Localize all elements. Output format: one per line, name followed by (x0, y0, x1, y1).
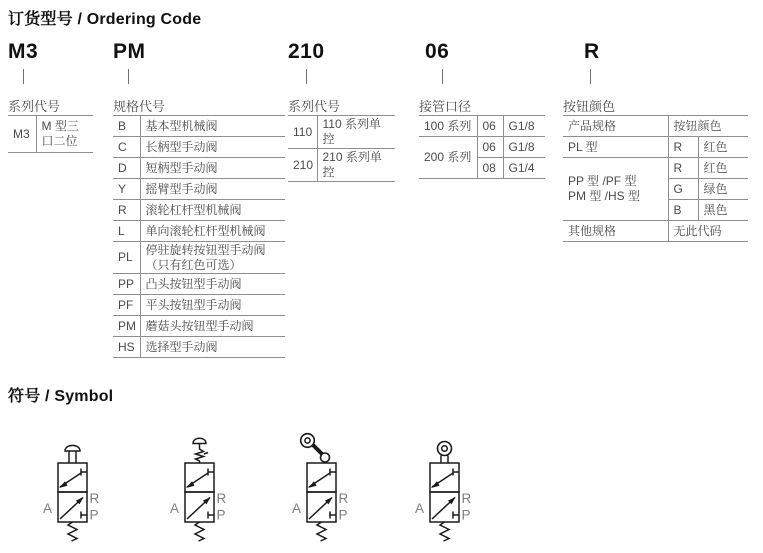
spec-code-cell: D (113, 158, 140, 179)
port-label-p: P (89, 507, 99, 523)
table-row (113, 200, 285, 221)
port-label-a: A (415, 501, 425, 516)
label-series-code: 系列代号 (8, 99, 61, 114)
table-row (288, 116, 395, 149)
table-row (113, 116, 285, 137)
spec-desc-cell: 短柄型手动阀 (140, 158, 285, 179)
series-code-cell: 210 (288, 149, 317, 182)
return-spring-icon (440, 522, 449, 541)
table-row (113, 242, 285, 274)
valve-symbol-basic-plunger (38, 428, 128, 546)
color-code-cell: B (668, 200, 698, 221)
table-row (113, 137, 285, 158)
spec-code-cell: PL (113, 242, 140, 274)
connector-tick (306, 69, 307, 84)
port-label-a: A (170, 501, 180, 516)
button-color-table (563, 115, 748, 242)
port-label-r: R (338, 491, 349, 506)
series-desc-cell: 210 系列单控 (317, 149, 395, 182)
valve-symbol-roller-lever (287, 428, 377, 546)
code-segment-spec: PM (113, 40, 146, 63)
spring-pin-actuator-icon (193, 438, 208, 463)
label-spec-code: 规格代号 (113, 99, 166, 114)
port-label-p: P (461, 507, 471, 523)
table-row (419, 137, 545, 158)
code-segment-series2: 210 (288, 40, 325, 63)
color-spec-header: 产品规格 (563, 116, 668, 137)
connector-tick (128, 69, 129, 84)
series-code-cell: M3 (8, 116, 36, 153)
table-row (563, 137, 748, 158)
port-label-r: R (461, 491, 472, 506)
table-row (419, 116, 545, 137)
spec-code-cell: PF (113, 295, 140, 316)
port-label-r: R (89, 491, 100, 506)
color-spec-group-cell (563, 158, 668, 221)
spec-code-cell: HS (113, 337, 140, 358)
port-size-cell: 06 (477, 137, 503, 158)
table-row (113, 274, 285, 295)
spec-desc-cell: 凸头按钮型手动阀 (140, 274, 285, 295)
table-row (8, 116, 93, 153)
color-code-cell: G (668, 179, 698, 200)
valve-symbol-spring-pin (165, 428, 255, 546)
table-row (113, 337, 285, 358)
color-name-cell: 红色 (698, 158, 748, 179)
spec-desc-cell: 选择型手动阀 (140, 337, 285, 358)
color-spec-line1: PP 型 /PF 型 (568, 174, 637, 189)
table-row (113, 316, 285, 337)
spec-code-cell: C (113, 137, 140, 158)
port-thread-cell: G1/4 (503, 158, 545, 179)
port-label-r: R (216, 491, 227, 506)
spec-desc-cell: 滚轮杠杆型机械阀 (140, 200, 285, 221)
spec-code-table (113, 115, 285, 358)
color-name-cell: 红色 (698, 137, 748, 158)
series-desc-cell: 110 系列单控 (317, 116, 395, 149)
port-label-p: P (216, 507, 226, 523)
ordering-code-title: 订货型号 / Ordering Code (8, 11, 202, 28)
spec-desc-cell: 长柄型手动阀 (140, 137, 285, 158)
series-code-cell: 110 (288, 116, 317, 149)
color-spec-line2: PM 型 /HS 型 (568, 189, 641, 203)
plunger-actuator-icon (65, 445, 80, 463)
color-spec-cell: 其他规格 (563, 221, 668, 242)
valve-body (430, 463, 459, 522)
color-none-cell: 无此代码 (668, 221, 748, 242)
color-name-cell: 绿色 (698, 179, 748, 200)
code-segment-port: 06 (425, 40, 450, 63)
spec-desc-line2: （只有红色可选） (145, 257, 242, 272)
valve-body (307, 463, 336, 522)
symbol-title: 符号 / Symbol (8, 388, 114, 405)
spec-desc-cell: 单向滚轮杠杆型机械阀 (140, 221, 285, 242)
spec-desc-cell: 摇臂型手动阀 (140, 179, 285, 200)
table-row (113, 221, 285, 242)
spec-code-cell: PP (113, 274, 140, 295)
table-row (563, 116, 748, 137)
table-row (113, 179, 285, 200)
color-spec-cell: PL 型 (563, 137, 668, 158)
port-size-cell: 06 (477, 116, 503, 137)
port-label-p: P (338, 507, 348, 523)
return-spring-icon (68, 522, 77, 541)
code-segment-series: M3 (8, 40, 39, 63)
roller-actuator-icon (438, 442, 452, 464)
spec-code-cell: R (113, 200, 140, 221)
code-segment-color: R (584, 40, 600, 63)
color-header: 按钮颜色 (668, 116, 748, 137)
roller-lever-actuator-icon (301, 434, 330, 462)
label-series-code2: 系列代号 (288, 99, 341, 114)
table-row (113, 158, 285, 179)
label-button-color: 按钮颜色 (563, 99, 616, 114)
port-size-cell: 08 (477, 158, 503, 179)
port-series-cell: 100 系列 (419, 116, 477, 137)
valve-body (58, 463, 87, 522)
spec-desc-line1: 停驻旋转按钮型手动阀 (145, 243, 266, 257)
spec-code-cell: Y (113, 179, 140, 200)
color-code-cell: R (668, 137, 698, 158)
port-thread-cell: G1/8 (503, 137, 545, 158)
table-row (288, 149, 395, 182)
port-thread-cell: G1/8 (503, 116, 545, 137)
series-desc-cell: M 型三口二位 (36, 116, 93, 153)
series-m3-table (8, 115, 93, 153)
spec-code-cell: L (113, 221, 140, 242)
return-spring-icon (195, 522, 204, 541)
table-row (563, 221, 748, 242)
port-label-a: A (43, 501, 53, 516)
table-row (113, 295, 285, 316)
valve-body (185, 463, 214, 522)
spec-code-cell: B (113, 116, 140, 137)
table-row (563, 158, 748, 179)
port-series-cell: 200 系列 (419, 137, 477, 179)
connector-tick (590, 69, 591, 84)
spec-code-cell: PM (113, 316, 140, 337)
connector-tick (442, 69, 443, 84)
label-port-size: 接管口径 (419, 99, 472, 114)
port-size-table (419, 115, 545, 179)
port-label-a: A (292, 501, 302, 516)
spec-desc-cell: 蘑菇头按钮型手动阀 (140, 316, 285, 337)
valve-symbol-roller (410, 428, 500, 546)
spec-desc-cell: 基本型机械阀 (140, 116, 285, 137)
color-name-cell: 黑色 (698, 200, 748, 221)
return-spring-icon (317, 522, 326, 541)
connector-tick (23, 69, 24, 84)
color-code-cell: R (668, 158, 698, 179)
series-210-table (288, 115, 395, 182)
spec-desc-cell (140, 242, 285, 274)
spec-desc-cell: 平头按钮型手动阀 (140, 295, 285, 316)
